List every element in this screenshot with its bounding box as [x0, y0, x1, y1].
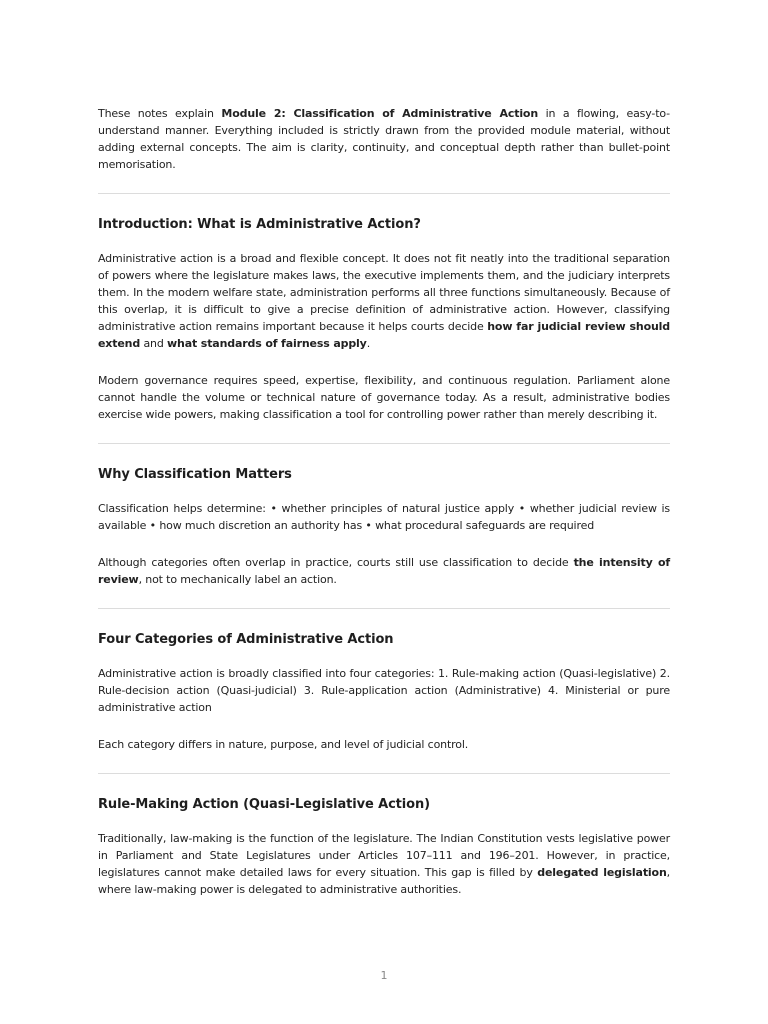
intro-paragraph: These notes explain Module 2: Classification of Administrative Action in a flowing, easy-to-understand manner. Everything included is strictly drawn from the provided module material, without adding external concepts. The aim is clarity, continuity, and conceptual depth rather than bullet-point memorisation. [98, 107, 670, 171]
section-divider [98, 773, 670, 774]
rule-making-paragraph-1: Traditionally, law-making is the function of the legislature. The Indian Constitution vests legislative power in Parliament and State Legislatures under Articles 107–111 and 196–201. However, in practice, legislatures cannot make detailed laws for every situation. This gap is filled by delegated legislation, where law-making power is delegated to administrative authorities. [98, 832, 670, 896]
section-divider [98, 443, 670, 444]
page-number: 1 [380, 969, 388, 982]
section-heading-rule-making: Rule-Making Action (Quasi-Legislative Action) [98, 797, 430, 812]
four-categories-paragraph-2: Each category differs in nature, purpose, and level of judicial control. [98, 738, 469, 751]
section-heading-four-categories: Four Categories of Administrative Action [98, 632, 394, 647]
section-heading-introduction: Introduction: What is Administrative Action? [98, 217, 421, 232]
section-divider [98, 193, 670, 194]
introduction-paragraph-2: Modern governance requires speed, expertise, flexibility, and continuous regulation. Parliament alone cannot handle the volume or technical nature of governance today. As a result, administrative bodies exercise wide powers, making classification a tool for controlling power rather than merely describing it. [98, 374, 670, 421]
document-page [98, 105, 670, 898]
introduction-paragraph-1: Administrative action is a broad and flexible concept. It does not fit neatly into the traditional separation of powers where the legislature makes laws, the executive implements them, and the judiciary interprets them. In the modern welfare state, administration performs all three functions simultaneously. Because of this overlap, it is difficult to give a precise definition of administrative action. However, classifying administrative action remains important because it helps courts decide how far judicial review should extend and what standards of fairness apply. [98, 252, 671, 350]
section-divider [98, 608, 670, 609]
intro-bold-module-title: Module 2: Classification of Administrative Action [221, 107, 539, 120]
four-categories-paragraph-1: Administrative action is broadly classified into four categories: 1. Rule-making action (Quasi-legislative) 2. Rule-decision action (Quasi-judicial) 3. Rule-application action (Administrative) 4. Ministerial or pure administrative action [98, 667, 670, 714]
why-classification-paragraph-2: Although categories often overlap in practice, courts still use classification to decide the intensity of review, not to mechanically label an action. [98, 556, 670, 586]
section-heading-why-classification: Why Classification Matters [98, 467, 292, 482]
why-classification-paragraph-1: Classification helps determine: • whether principles of natural justice apply • whether judicial review is available • how much discretion an authority has • what procedural safeguards are required [98, 502, 670, 532]
